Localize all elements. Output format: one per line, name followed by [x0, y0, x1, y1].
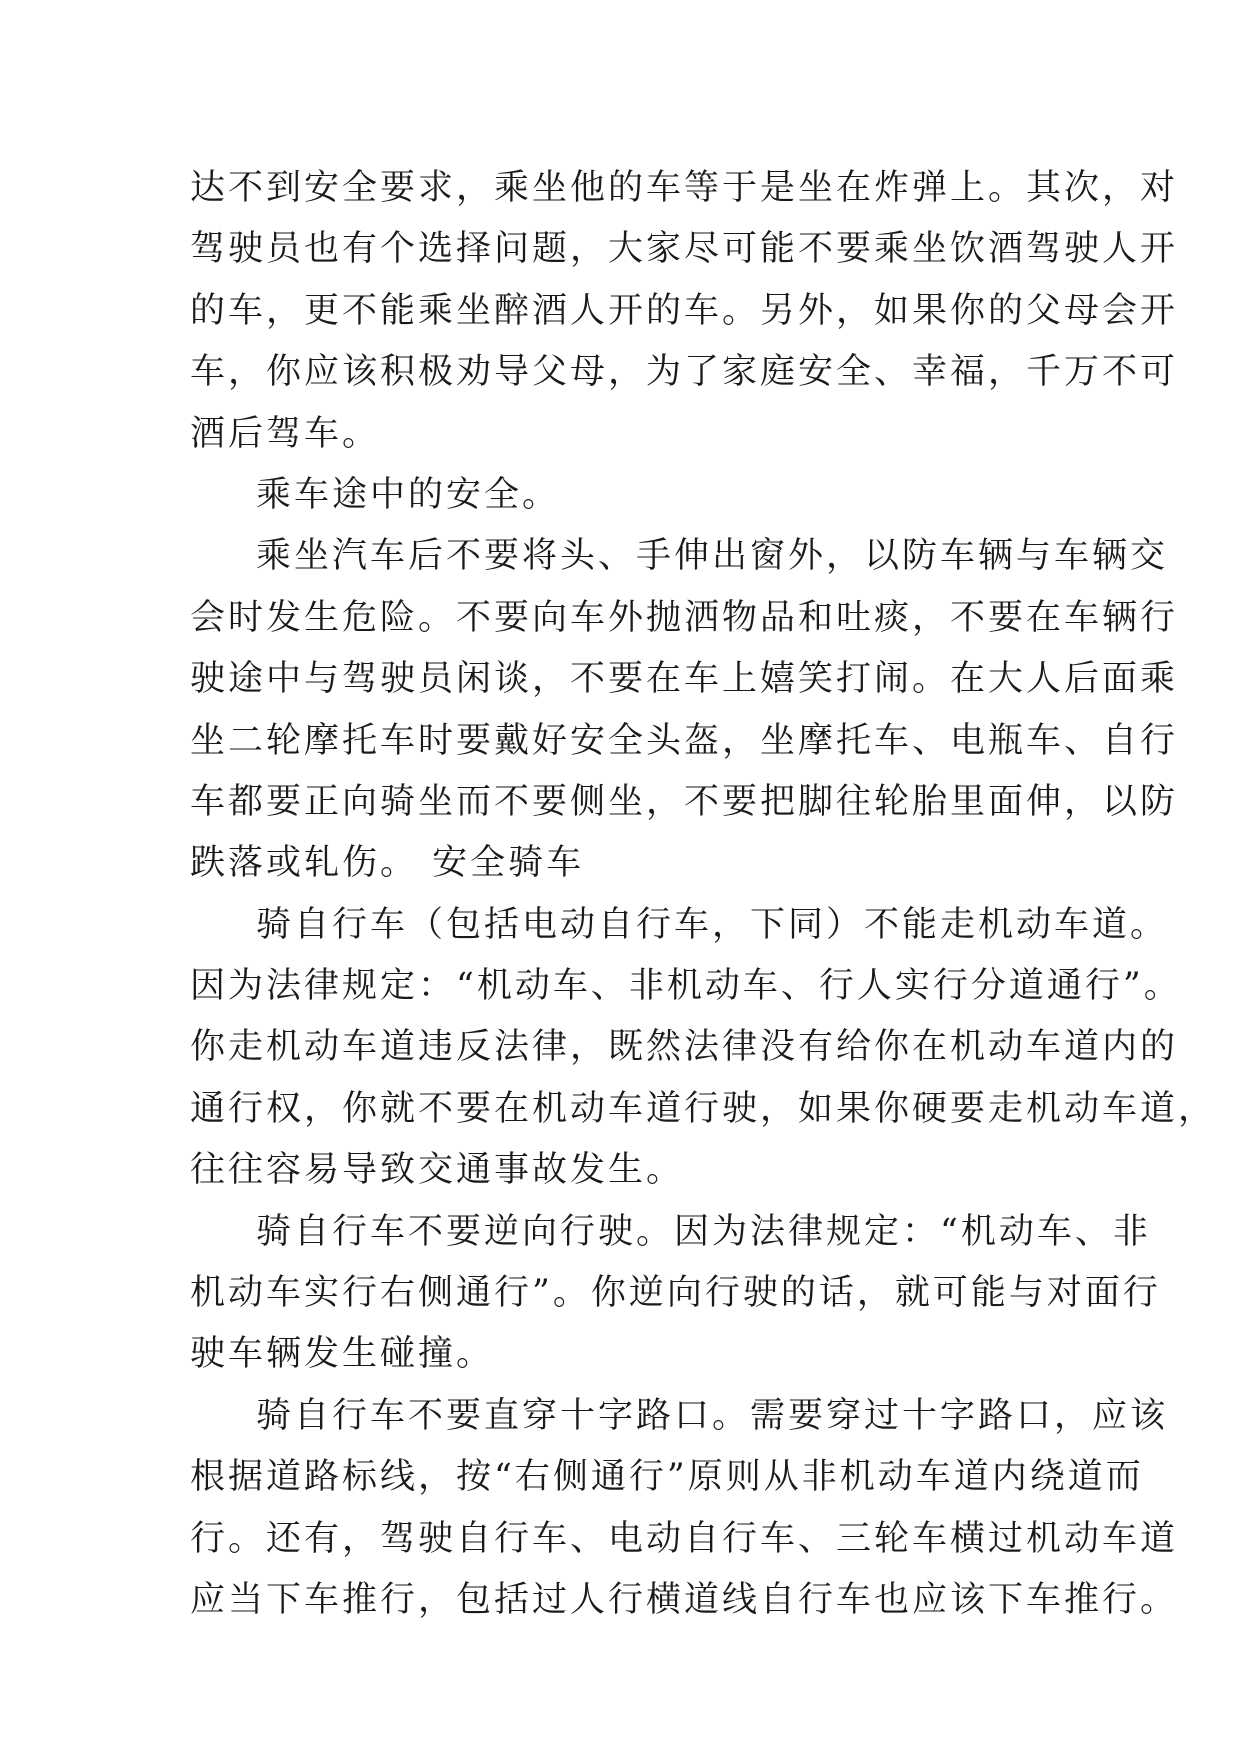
text-line: 往往容易导致交通事故发生。	[190, 1150, 685, 1191]
text-line: 车都要正向骑坐而不要侧坐，不要把脚往轮胎里面伸，以防	[190, 781, 1179, 822]
text-line: 跌落或轧伤。 安全骑车	[190, 843, 585, 884]
text-line: 车，你应该积极劝导父母，为了家庭安全、幸福，千万不可	[190, 352, 1179, 393]
text-line: 应当下车推行，包括过人行横道线自行车也应该下车推行。	[190, 1579, 1179, 1620]
document-body	[190, 158, 1217, 1631]
text-line: 坐二轮摩托车时要戴好安全头盔，坐摩托车、电瓶车、自行	[190, 720, 1179, 761]
section-heading: 乘车途中的安全。	[256, 474, 561, 515]
text-line: 根据道路标线，按“右侧通行”原则从非机动车道内绕道而	[190, 1457, 1144, 1498]
text-line: 酒后驾车。	[190, 413, 381, 454]
text-line: 行。还有，驾驶自行车、电动自行车、三轮车横过机动车道	[190, 1518, 1179, 1559]
text-line: 骑自行车不要直穿十字路口。需要穿过十字路口，应该	[256, 1395, 1169, 1436]
text-line: 的车，更不能乘坐醉酒人开的车。另外，如果你的父母会开	[190, 290, 1179, 331]
text-line: 机动车实行右侧通行”。你逆向行驶的话，就可能与对面行	[190, 1273, 1161, 1314]
text-line: 达不到安全要求，乘坐他的车等于是坐在炸弹上。其次，对	[190, 168, 1179, 208]
text-line: 骑自行车（包括电动自行车，下同）不能走机动车道。	[256, 904, 1169, 945]
text-line: 驶车辆发生碰撞。	[190, 1334, 495, 1375]
text-line: 因为法律规定：“机动车、非机动车、行人实行分道通行”。	[190, 966, 1182, 1007]
text-line: 驾驶员也有个选择问题，大家尽可能不要乘坐饮酒驾驶人开	[190, 229, 1179, 270]
text-line: 通行权，你就不要在机动车道行驶，如果你硬要走机动车道，	[190, 1088, 1217, 1129]
text-line: 驶途中与驾驶员闲谈，不要在车上嬉笑打闹。在大人后面乘	[190, 659, 1179, 700]
text-line: 会时发生危险。不要向车外抛洒物品和吐痰，不要在车辆行	[190, 597, 1179, 638]
text-line: 你走机动车道违反法律，既然法律没有给你在机动车道内的	[190, 1027, 1179, 1068]
text-line: 骑自行车不要逆向行驶。因为法律规定：“机动车、非	[256, 1211, 1151, 1252]
text-line: 乘坐汽车后不要将头、手伸出窗外，以防车辆与车辆交	[256, 536, 1169, 577]
